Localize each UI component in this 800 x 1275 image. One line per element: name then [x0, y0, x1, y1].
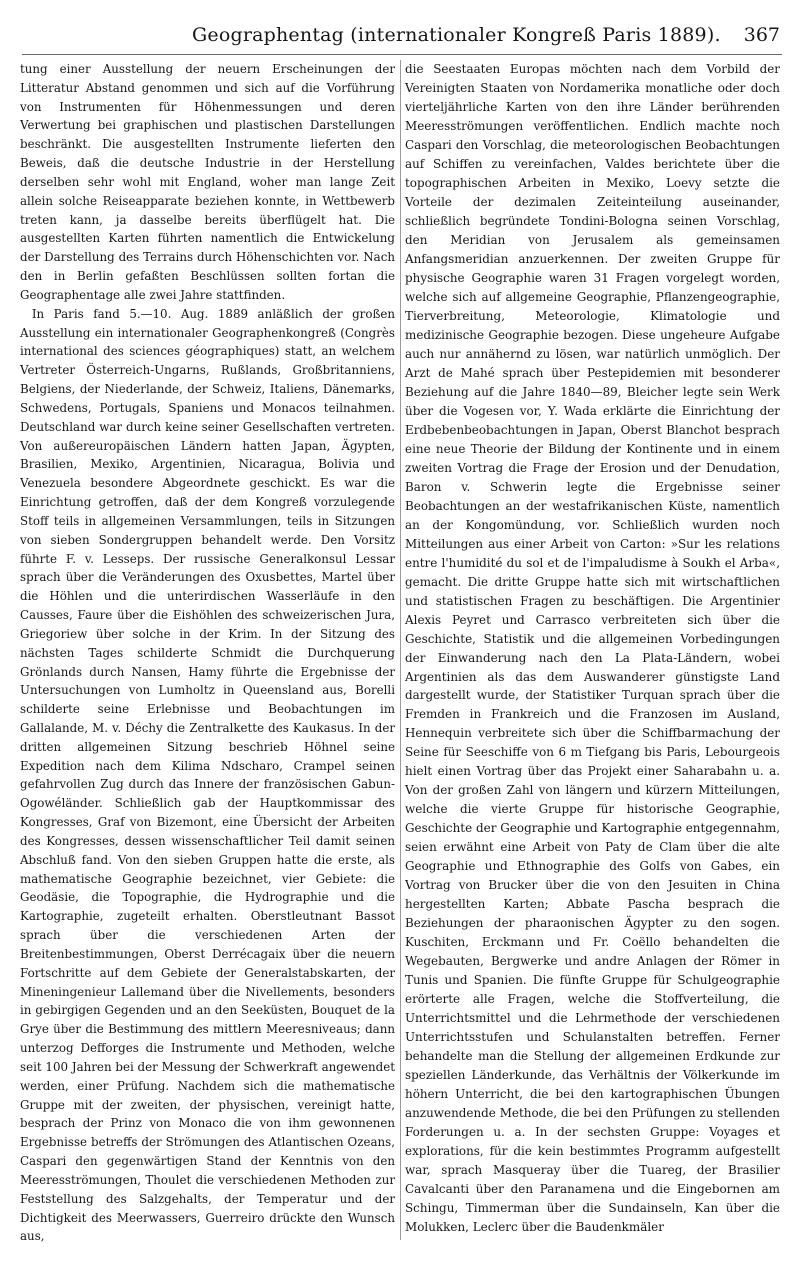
page-number: 367 [743, 24, 780, 46]
running-title: Geographentag (internationaler Kongreß Paris 1889). [192, 24, 721, 46]
column-divider [400, 60, 401, 1240]
left-column [20, 60, 395, 1246]
left-paragraph-2: In Paris fand 5.—10. Aug. 1889 anläßlich der großen Ausstellung ein internationaler Geographenkongreß (Congrès international des sciences géographiques) statt, an welchem Vertreter Österreich-Ungarns, Rußlands, Großbritanniens, Belgiens, der Niederlande, der Schweiz, Italiens, Dänemarks, Schwedens, Portugals, Spaniens und Monacos teilnahmen. Deutschland war durch keine seiner Gesellschaften vertreten. Von außereuropäischen Ländern hatten Japan, Ägypten, Brasilien, Mexiko, Argentinien, Nicaragua, Bolivia und Venezuela besondere Abgeordnete geschickt. Es war die Einrichtung getroffen, daß der dem Kongreß vorzulegende Stoff teils in allgemeinen Versammlungen, teils in Sitzungen von sieben Sondergruppen behandelt werde. Den Vorsitz führte F. v. Lesseps. Der russische Generalkonsul Lessar sprach über die Veränderungen des Oxusbettes, Martel über die Höhlen und die unterirdischen Wasserläufe in den Causses, Faure über die Eishöhlen des schweizerischen Jura, Griegoriew über solche in der Krim. In der Sitzung des nächsten Tages schilderte Schmidt die Durchquerung Grönlands durch Nansen, Hamy führte die Ergebnisse der Untersuchungen von Lumholtz in Queensland aus, Borelli schilderte seine Erlebnisse und Beobachtungen im Gallalande, M. v. Déchy die Zentralkette des Kaukasus. In der dritten allgemeinen Sitzung beschrieb Höhnel seine Expedition nach dem Kilima Ndscharo, Crampel seinen gefahrvollen Zug durch das Innere der französischen Gabun-Ogowéländer. Schließlich gab der Hauptkommissar des Kongresses, Graf von Bizemont, eine Übersicht der Arbeiten des Kongresses, dessen wissenschaftlicher Teil damit seinen Abschluß fand. Von den sieben Gruppen hatte die erste, als mathematische Geographie bezeichnet, vier Gebiete: die Geodäsie, die Topographie, die Hydrographie und die Kartographie, zugeteilt erhalten. Oberstleutnant Bassot sprach über die verschiedenen Arten der Breitenbestimmungen, Oberst Derrécagaix über die neuern Fortschritte auf dem Gebiete der Generalstabskarten, der Mineningenieur Lallemand über die Nivellements, besonders in gebirgigen Gegenden und an den Seeküsten, Bouquet de la Grye über die Bestimmung des mittlern Meeresniveaus; dann unterzog Defforges die Instrumente und Methoden, welche seit 100 Jahren bei der Messung der Schwerkraft angewendet werden, einer Prüfung. Nachdem sich die mathematische Gruppe mit der zweiten, der physischen, vereinigt hatte, besprach der Prinz von Monaco die von ihm gewonnenen Ergebnisse betreffs der Strömungen des Atlantischen Ozeans, Caspari den gegenwärtigen Stand der Kenntnis von den Meeresströmungen, Thoulet die verschiedenen Methoden zur Feststellung des Salzgehalts, der Temperatur und der Dichtigkeit des Meerwassers, Guerreiro drückte den Wunsch aus, [20, 306, 395, 1244]
header-rule [22, 54, 782, 55]
left-paragraph-1: tung einer Ausstellung der neuern Erscheinungen der Litteratur Abstand genommen und sich auf die Vorführung von Instrumenten für Höhenmessungen und deren Verwertung bei graphischen und plastischen Darstellungen beschränkt. Die ausgestellten Instrumente lieferten den Beweis, daß die deutsche Industrie in der Herstellung derselben sehr wohl mit England, woher man lange Zeit allein solche Reiseapparate beziehen konnte, in Wettbewerb treten kann, ja dasselbe bereits überflügelt hat. Die ausgestellten Karten führten namentlich die Entwickelung der Darstellung des Terrains durch Höhenschichten vor. Nach den in Berlin gefaßten Beschlüssen sollten fortan die Geographentage alle zwei Jahre stattfinden. [20, 62, 395, 302]
right-column [405, 60, 780, 1237]
right-paragraph-1: die Seestaaten Europas möchten nach dem Vorbild der Vereinigten Staaten von Nordamerika monatliche oder doch vierteljährliche Karten von den ihre Länder berührenden Meeresströmungen veröffentlichen. Endlich machte noch Caspari den Vorschlag, die meteorologischen Beobachtungen auf Schiffen zu vereinfachen, Valdes berichtete über die topographischen Arbeiten in Mexiko, Loevy setzte die Vorteile der dezimalen Zeiteinteilung auseinander, schließlich begründete Tondini-Bologna seinen Vorschlag, den Meridian von Jerusalem als gemeinsamen Anfangsmeridian anzuerkennen. Der zweiten Gruppe für physische Geographie waren 31 Fragen vorgelegt worden, welche sich auf allgemeine Geographie, Pflanzengeographie, Tierverbreitung, Meteorologie, Klimatologie und medizinische Geographie bezogen. Diese ungeheure Aufgabe auch nur annähernd zu lösen, war natürlich unmöglich. Der Arzt de Mahé sprach über Pestepidemien mit besonderer Beziehung auf die Jahre 1840—89, Bleicher legte sein Werk über die Vogesen vor, Y. Wada erklärte die Einrichtung der Erdbebenbeobachtungen in Japan, Oberst Blanchot besprach eine neue Theorie der Bildung der Kontinente und in einem zweiten Vortrag die Frage der Erosion und der Denudation, Baron v. Schwerin legte die Ergebnisse seiner Beobachtungen an der westafrikanischen Küste, namentlich an der Kongomündung, vor. Schließlich wurden noch Mitteilungen aus einer Arbeit von Carton: »Sur les relations entre l'humidité du sol et de l'impaludisme à Soukh el Arba«, gemacht. Die dritte Gruppe hatte sich mit wirtschaftlichen und statistischen Fragen zu beschäftigen. Die Argentinier Alexis Peyret und Carrasco verbreiteten sich über die Geschichte, Statistik und die allgemeinen Vorbedingungen der Einwanderung nach den La Plata-Ländern, wobei Argentinien als das dem Auswanderer günstigste Land dargestellt wurde, der Statistiker Turquan sprach über die Fremden in Frankreich und die Franzosen im Ausland, Hennequin verbreitete sich über die Schiffbarmachung der Seine für Seeschiffe von 6 m Tiefgang bis Paris, Lebourgeois hielt einen Vortrag über das Projekt einer Saharabahn u. a. Von der großen Zahl von längern und kürzern Mitteilungen, welche die vierte Gruppe für historische Geographie, Geschichte der Geographie und Kartographie entgegennahm, seien erwähnt eine Arbeit von Paty de Clam über die alte Geographie und Ethnographie des Golfs von Gabes, ein Vortrag von Brucker über die von den Jesuiten in China hergestellten Karten; Abbate Pascha besprach die Beziehungen der pharaonischen Ägypter zu den sogen. Kuschiten, Erckmann und Fr. Coëllo behandelten die Wegebauten, Bergwerke und andre Anlagen der Römer in Tunis und Spanien. Die fünfte Gruppe für Schulgeographie erörterte alle Fragen, welche die Stoffverteilung, die Unterrichtsmittel und die Lehrmethode der verschiedenen Unterrichtsstufen und Schulanstalten betreffen. Ferner behandelte man die Stellung der allgemeinen Erdkunde zur speziellen Länderkunde, das Verhältnis der Völkerkunde im höhern Unterricht, die bei den kartographischen Übungen anzuwendende Methode, die bei den Prüfungen zu stellenden Forderungen u. a. In der sechsten Gruppe: Voyages et explorations, für die kein bestimmtes Programm aufgestellt war, sprach Masqueray über die Tuareg, der Brasilier Cavalcanti über den Paranamena und die Eingebornen am Schingu, Timmerman über die Sundainseln, Kan über die Molukken, Leclerc über die Baudenkmäler [405, 62, 780, 1235]
page-header [22, 20, 782, 50]
